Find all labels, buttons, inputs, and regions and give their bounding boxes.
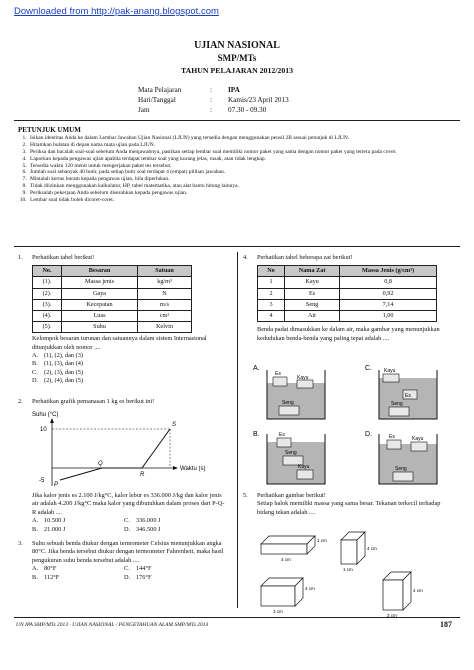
- dimension-label: 1 cm: [317, 538, 327, 543]
- question-2-body: [32, 492, 228, 535]
- ice-block: [277, 438, 291, 447]
- option-letter: C.: [32, 368, 38, 376]
- option-d[interactable]: [365, 431, 437, 484]
- zinc-block: [389, 407, 409, 416]
- option-letter: D.: [124, 573, 131, 581]
- ice-label: Es: [389, 434, 395, 440]
- option-text: (1), (2), dan (3): [44, 352, 83, 360]
- zinc-label: Seng: [285, 450, 297, 456]
- question-3: [18, 540, 230, 583]
- table-cell: 7,14: [340, 299, 437, 310]
- instruction-item: 7. Mintalah kertas buram kepada pengawas ujian, bila diperlukan.: [28, 176, 454, 183]
- exam-subtitle: SMP/MTs: [217, 53, 257, 63]
- option-text: (1), (3), dan (4): [44, 360, 83, 368]
- question-2: [18, 398, 230, 406]
- option-text: 21.000 J: [44, 525, 66, 533]
- point-label-q: Q: [98, 461, 103, 467]
- table-cell: kg/m³: [138, 277, 192, 288]
- option-text: 346.500 J: [136, 525, 161, 533]
- option-letter: A.: [32, 564, 39, 572]
- zinc-label: Seng: [282, 400, 294, 406]
- table-header: Satuan: [138, 266, 192, 277]
- option-letter: D.: [32, 376, 39, 384]
- table-cell: Gaya: [62, 288, 138, 299]
- wood-label: Kayu: [384, 368, 396, 374]
- table-cell: Massa jenis: [62, 277, 138, 288]
- ice-label: Es: [275, 371, 281, 377]
- question-text: Suhu sebuah benda diukur dengan termometer Celsius menunjukkan angka 80°C. Jika benda tersebut diukur dengan termometer Fahrenheit, maka hasil pengukuran suhu benda tersebut adalah ....: [32, 540, 224, 564]
- beaker-options: [253, 362, 459, 487]
- table-cell: (2).: [33, 288, 62, 299]
- info-row-subject: [138, 86, 338, 96]
- option-c[interactable]: [32, 369, 230, 377]
- heating-curve: [60, 429, 170, 480]
- option-c[interactable]: [365, 365, 437, 419]
- footer-text: UN IPA SMP/MTs 2013 · UJIAN NASIONAL / PENGETAHUAN ALAM SMP/MTs 2013: [16, 622, 209, 628]
- dimension-label: 4 cm: [413, 588, 423, 593]
- info-sep: :: [210, 96, 212, 104]
- table-row: [258, 277, 437, 288]
- dimension-label: 4 cm: [367, 546, 377, 551]
- dimension-label: 3 cm: [387, 613, 397, 618]
- question-text: Kelompok besaran turunan dan satuannya dalam sistem Internasional ditunjukkan oleh nomor ....: [32, 335, 207, 351]
- point-label-s: S: [172, 422, 177, 428]
- wood-block: [297, 380, 313, 388]
- table-header: Massa Jenis (g/cm³): [340, 266, 437, 277]
- question-5: [243, 492, 459, 517]
- table-cell: Kecepatan: [62, 299, 138, 310]
- table-row: [258, 299, 437, 310]
- option-text: (2), (4), dan (5): [44, 376, 83, 384]
- question-prompt: Perhatikan tabel berikut!: [32, 254, 95, 261]
- block-d[interactable]: [383, 572, 423, 618]
- table-cell: (4).: [33, 311, 62, 322]
- exam-info: [138, 86, 338, 116]
- option-a[interactable]: [32, 352, 230, 360]
- question-number: 2.: [18, 398, 23, 405]
- ice-label: Es: [279, 432, 285, 438]
- option-d[interactable]: [32, 377, 230, 385]
- option-letter: D.: [365, 431, 372, 438]
- table-row: [258, 311, 437, 322]
- wood-label: Kayu: [298, 464, 310, 470]
- question-4: [243, 254, 459, 343]
- instruction-item: 4. Laporkan kepada pengawas ujian apabila terdapat lembar soal yang kurang jelas, rusak, atau tidak lengkap.: [28, 156, 454, 163]
- option-text: 336.000 J: [136, 516, 161, 524]
- instruction-item: 2. Hitamkan bulatan di depan nama mata ujian pada LJUN.: [28, 142, 454, 149]
- table-row: [33, 322, 192, 333]
- option-letter: C.: [124, 516, 130, 524]
- table-cell: 3: [258, 299, 285, 310]
- zinc-label: Seng: [391, 401, 403, 407]
- option-c[interactable]: [124, 517, 161, 525]
- table-cell: Seng: [285, 299, 340, 310]
- instruction-item: 3. Periksa dan bacalah soal-soal sebelum Anda menjawabnya, pastikan setiap lembar soal memiliki nomor paket yang sama dengan nomor paket yang tertera pada cover.: [28, 149, 454, 156]
- option-text: 80°F: [44, 564, 57, 572]
- point-label-r: R: [140, 472, 145, 478]
- answer-options: [32, 565, 230, 583]
- wood-label: Kayu: [412, 436, 424, 442]
- instruction-item: 1. Isikan identitas Anda ke dalam Lembar Jawaban Ujian Nasional (LJUN) yang tersedia dengan menggunakan pensil 2B sesuai petunjuk di LJUN.: [28, 135, 454, 142]
- footer-divider: [14, 617, 460, 618]
- option-b[interactable]: [32, 360, 230, 368]
- option-letter: C.: [124, 564, 130, 572]
- option-text: 144°F: [136, 564, 152, 572]
- question-number: 4.: [243, 254, 248, 261]
- exam-year: TAHUN PELAJARAN 2012/2013: [180, 66, 294, 75]
- table-header: Besaran: [62, 266, 138, 277]
- table-cell: Kayu: [285, 277, 340, 288]
- zinc-block: [393, 472, 413, 481]
- table-header: No.: [33, 266, 62, 277]
- dimension-label: 3 cm: [273, 609, 283, 614]
- ice-label: Es: [405, 393, 411, 399]
- table-header-row: [258, 266, 437, 277]
- x-axis-arrow: [173, 466, 178, 470]
- instruction-item: 10. Lembar soal tidak boleh dicoret-coret.: [28, 197, 454, 204]
- question-text: Setiap balok memiliki massa yang sama besar. Tekanan terkecil terhadap bidang tekan adalah ....: [257, 500, 441, 516]
- instruction-item: 8. Tidak diizinkan menggunakan kalkulator, HP, tabel matematika, atau alat bantu hitung lainnya.: [28, 183, 454, 190]
- page-number: 187: [440, 620, 452, 629]
- block-options: [253, 528, 459, 618]
- instruction-item: 6. Jumlah soal sebanyak 40 butir, pada setiap butir soal terdapat 4 (empat) pilihan jawaban.: [28, 169, 454, 176]
- question-text: Jika kalor jenis es 2.100 J/kg°C, kalor lebur es 336.000 J/kg dan kalor jenis air adalah 4.200 J/kg°C maka kalor yang dibutuhkan dalam proses dari P-Q-R adalah ....: [32, 492, 225, 516]
- option-letter: B.: [32, 573, 38, 581]
- y-axis-label: Suhu (°C): [32, 412, 59, 418]
- table-cell: Es: [285, 288, 340, 299]
- x-axis-label: Waktu (s): [180, 466, 206, 472]
- table-header-row: [33, 266, 192, 277]
- info-value: Kamis/23 April 2013: [228, 96, 289, 104]
- option-text: (2), (3), dan (5): [44, 368, 83, 376]
- table-row: [33, 277, 192, 288]
- instructions-list: [18, 135, 454, 204]
- block-front: [341, 540, 357, 564]
- block-top: [261, 536, 315, 544]
- answer-options: [32, 352, 230, 385]
- substance-table: [257, 265, 437, 322]
- point-label-p: P: [54, 482, 59, 488]
- dimension-label: 4 cm: [305, 586, 315, 591]
- exam-title: UJIAN NASIONAL: [194, 40, 280, 51]
- table-row: [258, 288, 437, 299]
- block-a[interactable]: [261, 536, 327, 562]
- table-cell: m/s: [138, 299, 192, 310]
- question-number: 5.: [243, 492, 248, 499]
- table-cell: Air: [285, 311, 340, 322]
- option-letter: C.: [365, 365, 372, 372]
- table-cell: Luas: [62, 311, 138, 322]
- option-c[interactable]: [124, 565, 151, 573]
- info-key: Jam: [138, 106, 150, 114]
- zinc-block: [279, 406, 299, 415]
- table-header: No: [258, 266, 285, 277]
- table-cell: 4: [258, 311, 285, 322]
- block-front: [383, 580, 403, 610]
- option-b[interactable]: [32, 574, 59, 582]
- question-number: 1.: [18, 254, 23, 261]
- info-key: Hari/Tanggal: [138, 96, 176, 104]
- option-text: 176°F: [136, 573, 152, 581]
- question-1: [18, 254, 230, 385]
- answer-options: [32, 517, 228, 535]
- option-text: 112°F: [44, 573, 60, 581]
- option-b[interactable]: [32, 526, 65, 534]
- info-sep: :: [210, 106, 212, 114]
- dimension-label: 1 cm: [343, 567, 353, 572]
- option-letter: D.: [124, 525, 131, 533]
- column-divider: [237, 252, 238, 608]
- option-a[interactable]: [32, 517, 65, 525]
- option-a[interactable]: [253, 365, 325, 419]
- dimension-label: 4 cm: [281, 557, 291, 562]
- table-cell: Suhu: [62, 322, 138, 333]
- table-cell: 2: [258, 288, 285, 299]
- info-value: IPA: [228, 86, 240, 94]
- ice-block: [387, 440, 401, 449]
- option-letter: A.: [32, 352, 39, 360]
- heating-graph: [30, 408, 230, 488]
- block-front: [261, 586, 295, 606]
- wood-block: [411, 442, 427, 451]
- table-cell: 1: [258, 277, 285, 288]
- table-cell: Kelvin: [138, 322, 192, 333]
- instructions-title: PETUNJUK UMUM: [18, 126, 81, 134]
- block-c[interactable]: [261, 578, 315, 614]
- option-letter: A.: [32, 516, 39, 524]
- instruction-item: 5. Tersedia waktu 120 menit untuk mengerjakan paket tes tersebut.: [28, 163, 454, 170]
- table-cell: 0,92: [340, 288, 437, 299]
- table-cell: N: [138, 288, 192, 299]
- question-prompt: Perhatikan grafik pemanasan 1 kg es berikut ini!: [32, 398, 155, 405]
- download-link[interactable]: Downloaded from http://pak-anang.blogspot.com: [14, 6, 219, 17]
- info-row-date: [138, 96, 338, 106]
- y-tick-label: 10: [40, 427, 47, 433]
- wood-label: Kayu: [297, 375, 309, 381]
- table-cell: 0,8: [340, 277, 437, 288]
- y-axis-arrow: [50, 418, 54, 423]
- table-cell: (1).: [33, 277, 62, 288]
- option-a[interactable]: [32, 565, 56, 573]
- info-value: 07.30 - 09.30: [228, 106, 267, 114]
- y-tick-label: -5: [39, 478, 45, 484]
- table-cell: (5).: [33, 322, 62, 333]
- block-front: [261, 544, 307, 554]
- option-letter: B.: [32, 525, 38, 533]
- question-prompt: Perhatikan gambar berikut!: [257, 492, 326, 499]
- table-row: [33, 311, 192, 322]
- option-text: 10.500 J: [44, 516, 66, 524]
- zinc-label: Seng: [395, 466, 407, 472]
- option-b[interactable]: [253, 431, 325, 484]
- wood-block: [297, 470, 313, 479]
- wood-block: [383, 374, 399, 382]
- question-prompt: Perhatikan tabel beberapa zat berikut!: [257, 254, 353, 261]
- table-cell: (3).: [33, 299, 62, 310]
- divider: [14, 246, 460, 247]
- info-key: Mata Pelajaran: [138, 86, 182, 94]
- option-letter: B.: [32, 360, 38, 368]
- info-row-time: [138, 106, 338, 116]
- table-row: [33, 299, 192, 310]
- option-letter: B.: [253, 431, 260, 438]
- info-sep: :: [210, 86, 212, 94]
- question-text: Benda padat dimasukkan ke dalam air, maka gambar yang menunjukkan kedudukan benda-benda yang paling tepat adalah ....: [257, 326, 440, 342]
- instruction-item: 9. Periksalah pekerjaan Anda sebelum diserahkan kepada pengawas ujian.: [28, 190, 454, 197]
- option-letter: A.: [253, 365, 260, 372]
- option-d[interactable]: [124, 574, 151, 582]
- table-cell: cm²: [138, 311, 192, 322]
- divider: [14, 120, 460, 121]
- table-row: [33, 288, 192, 299]
- ice-block: [273, 377, 287, 386]
- quantity-table: [32, 265, 192, 333]
- table-header: Nama Zat: [285, 266, 340, 277]
- option-d[interactable]: [124, 526, 161, 534]
- block-b[interactable]: [341, 532, 377, 572]
- table-cell: 1,00: [340, 311, 437, 322]
- question-number: 3.: [18, 540, 23, 547]
